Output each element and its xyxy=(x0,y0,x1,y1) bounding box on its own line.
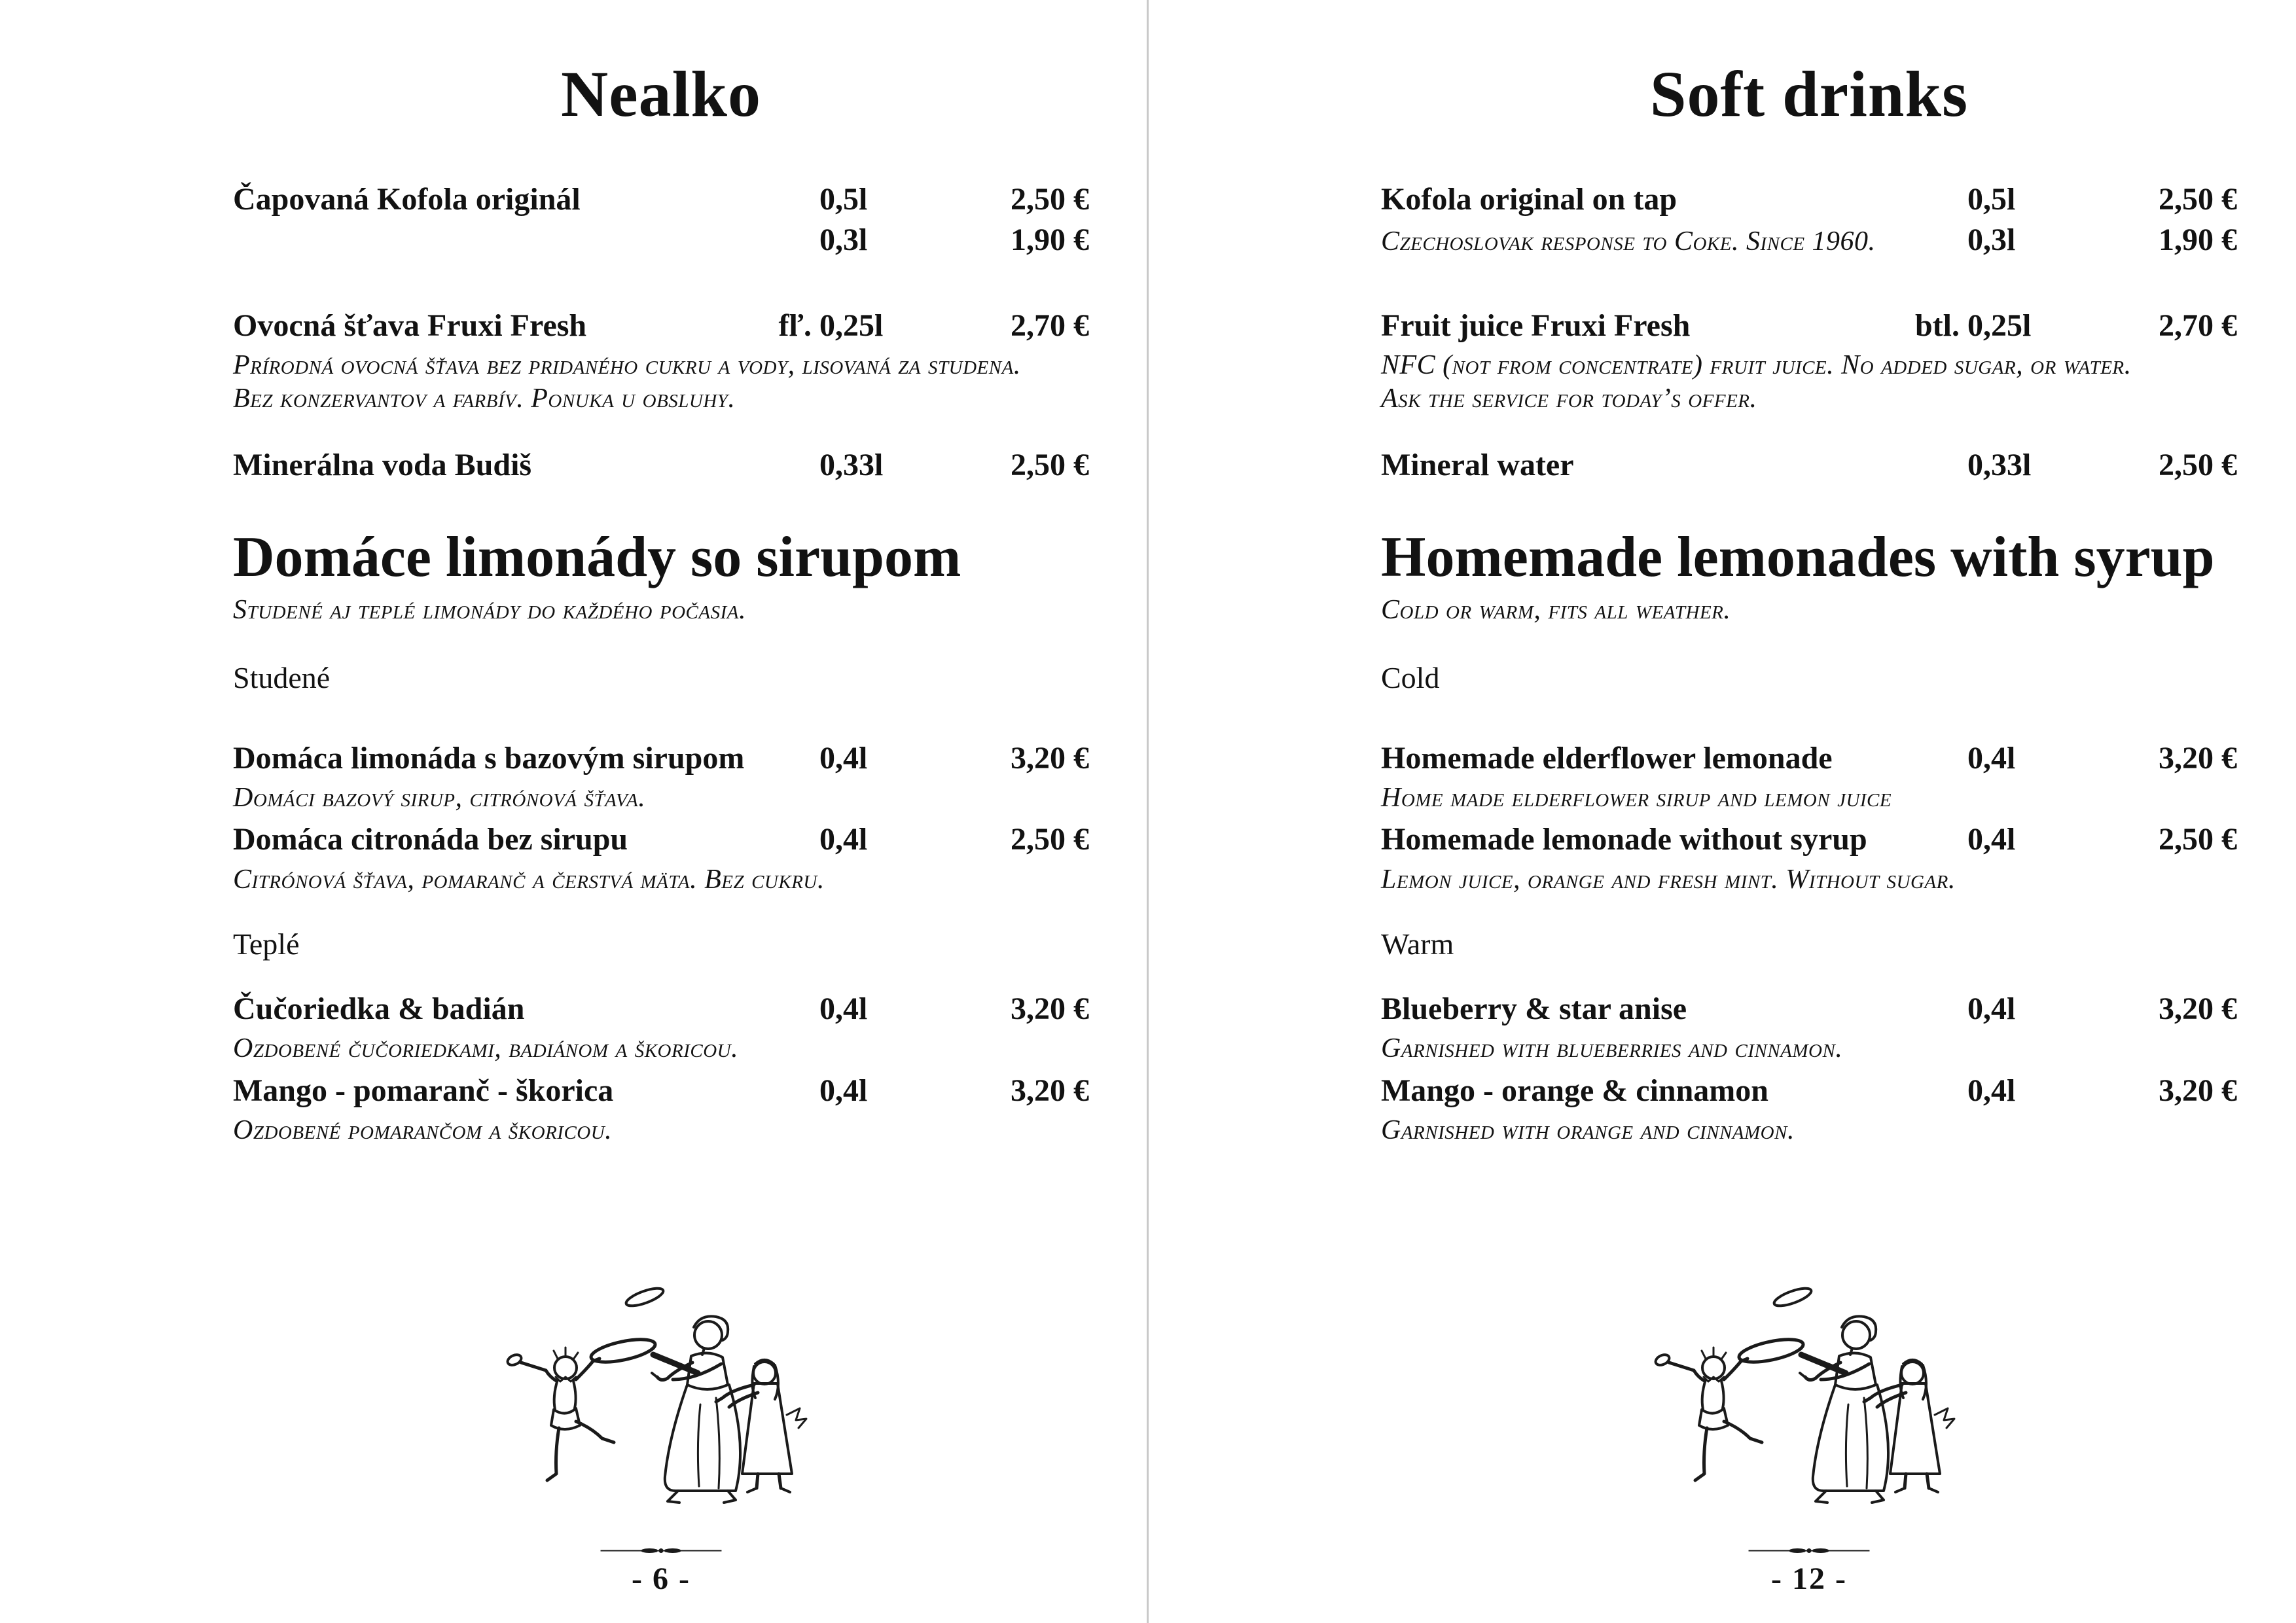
menu-item-row-secondary xyxy=(233,220,1089,260)
item-volume: 0,4l xyxy=(1967,822,2016,857)
menu-item-row xyxy=(1381,989,2237,1029)
page-footer xyxy=(233,1280,1089,1597)
item-volume: 0,33l xyxy=(819,447,884,482)
item-volume: 0,33l xyxy=(1967,447,2032,482)
pancake-toss-illustration xyxy=(233,1280,1089,1519)
menu-item-row xyxy=(233,819,1089,860)
item-name: Mineral water xyxy=(1381,447,1574,482)
item-price: 3,20 € xyxy=(2159,991,2237,1026)
item-volume xyxy=(778,306,957,346)
item-volume: 0,4l xyxy=(819,740,868,776)
item-volume-value: 0,25l xyxy=(1967,308,2032,343)
menu-item-row xyxy=(233,989,1089,1029)
section-heading: Domáce limonády so sirupom xyxy=(233,526,961,590)
item-volume-value: 0,25l xyxy=(819,308,884,343)
item-volume: 0,5l xyxy=(819,182,868,217)
item-name: Kofola original on tap xyxy=(1381,182,1677,217)
item-price: 3,20 € xyxy=(1011,740,1089,776)
item-name: Homemade elderflower lemonade xyxy=(1381,740,1833,776)
item-price: 2,50 € xyxy=(1011,447,1089,482)
menu-item-row xyxy=(233,445,1089,486)
item-price: 3,20 € xyxy=(1011,991,1089,1026)
item-price: 2,50 € xyxy=(2159,447,2237,482)
item-volume: 0,3l xyxy=(1967,223,2016,258)
menu-item-row xyxy=(233,738,1089,779)
menu-item-row xyxy=(233,1071,1089,1111)
menu-item-row xyxy=(1381,306,2237,346)
item-description: Garnished with blueberries and cinnamon. xyxy=(1381,1033,1843,1064)
item-description: Czechoslovak response to Coke. Since 1960. xyxy=(1381,226,1876,257)
item-description: Citrónová šťava, pomaranč a čerstvá mäta. Bez cukru. xyxy=(233,864,825,895)
item-volume: 0,4l xyxy=(819,822,868,857)
page-title: Nealko xyxy=(561,58,761,130)
item-price: 2,70 € xyxy=(2159,308,2237,343)
section-subtitle: Studené aj teplé limonády do každého počasia. xyxy=(233,595,746,626)
item-volume: 0,4l xyxy=(819,1073,868,1108)
item-description: Prírodná ovocná šťava bez pridaného cukru a vody, lisovaná za studena. Bez konzervantov a farbív. Ponuka u obsluhy. xyxy=(233,350,1021,414)
section-subtitle: Cold or warm, fits all weather. xyxy=(1381,595,1731,626)
ornament-divider xyxy=(233,1546,1089,1558)
item-volume-prefix: fľ. xyxy=(778,308,812,343)
menu-item-row xyxy=(1381,1071,2237,1111)
item-volume-prefix: btl. xyxy=(1914,308,1960,343)
item-description: Lemon juice, orange and fresh mint. Without sugar. xyxy=(1381,864,1956,895)
item-price: 3,20 € xyxy=(2159,1073,2237,1108)
item-name: Blueberry & star anise xyxy=(1381,991,1687,1026)
page-footer xyxy=(1381,1280,2237,1597)
item-description: Home made elderflower sirup and lemon juice xyxy=(1381,782,1892,813)
item-volume: 0,4l xyxy=(1967,1073,2016,1108)
item-name: Čučoriedka & badián xyxy=(233,991,525,1026)
item-volume: 0,4l xyxy=(819,991,868,1026)
item-volume xyxy=(1914,306,2105,346)
item-price: 1,90 € xyxy=(2159,223,2237,258)
group-label-cold: Studené xyxy=(233,660,331,694)
item-description-cell xyxy=(1381,225,1967,258)
group-label-warm: Warm xyxy=(1381,927,1454,961)
item-volume: 0,3l xyxy=(819,223,868,258)
item-description: Domáci bazový sirup, citrónová šťava. xyxy=(233,782,646,813)
group-label-warm: Teplé xyxy=(233,927,300,961)
item-price: 2,50 € xyxy=(1011,182,1089,217)
section-heading: Homemade lemonades with syrup xyxy=(1381,526,2215,590)
item-name: Domáca citronáda bez sirupu xyxy=(233,822,628,857)
page-number: - 6 - xyxy=(632,1561,691,1597)
item-name: Mango - pomaranč - škorica xyxy=(233,1073,614,1108)
item-price: 2,70 € xyxy=(1011,308,1089,343)
item-volume: 0,4l xyxy=(1967,991,2016,1026)
item-price: 2,50 € xyxy=(2159,182,2237,217)
menu-item-row xyxy=(1381,445,2237,486)
item-name: Minerálna voda Budiš xyxy=(233,447,532,482)
item-price: 1,90 € xyxy=(1011,223,1089,258)
menu-item-row xyxy=(1381,819,2237,860)
menu-item-row xyxy=(233,306,1089,346)
item-price: 3,20 € xyxy=(2159,740,2237,776)
pancake-toss-illustration xyxy=(1381,1280,2237,1519)
group-label-cold: Cold xyxy=(1381,660,1440,694)
item-name: Ovocná šťava Fruxi Fresh xyxy=(233,308,587,343)
item-description: Ozdobené čučoriedkami, badiánom a škoricou. xyxy=(233,1033,739,1064)
item-name: Domáca limonáda s bazovým sirupom xyxy=(233,740,745,776)
menu-item-row xyxy=(1381,738,2237,779)
page-number: - 12 - xyxy=(1771,1561,1847,1597)
item-name: Fruit juice Fruxi Fresh xyxy=(1381,308,1691,343)
menu-item-row xyxy=(233,179,1089,220)
item-description: Ozdobené pomarančom a škoricou. xyxy=(233,1115,613,1146)
page-right-english xyxy=(1148,0,2296,1623)
item-price: 3,20 € xyxy=(1011,1073,1089,1108)
item-volume: 0,5l xyxy=(1967,182,2016,217)
menu-item-row xyxy=(1381,179,2237,220)
item-description: NFC (not from concentrate) fruit juice. No added sugar, or water. Ask the service for today’s offer. xyxy=(1381,350,2132,414)
item-name: Mango - orange & cinnamon xyxy=(1381,1073,1768,1108)
item-description: Garnished with orange and cinnamon. xyxy=(1381,1115,1795,1146)
item-volume: 0,4l xyxy=(1967,740,2016,776)
item-name: Čapovaná Kofola originál xyxy=(233,182,581,217)
page-title: Soft drinks xyxy=(1649,58,1969,130)
item-price: 2,50 € xyxy=(2159,822,2237,857)
item-name: Homemade lemonade without syrup xyxy=(1381,822,1867,857)
menu-item-row-secondary xyxy=(1381,220,2237,260)
ornament-divider xyxy=(1381,1546,2237,1558)
item-price: 2,50 € xyxy=(1011,822,1089,857)
